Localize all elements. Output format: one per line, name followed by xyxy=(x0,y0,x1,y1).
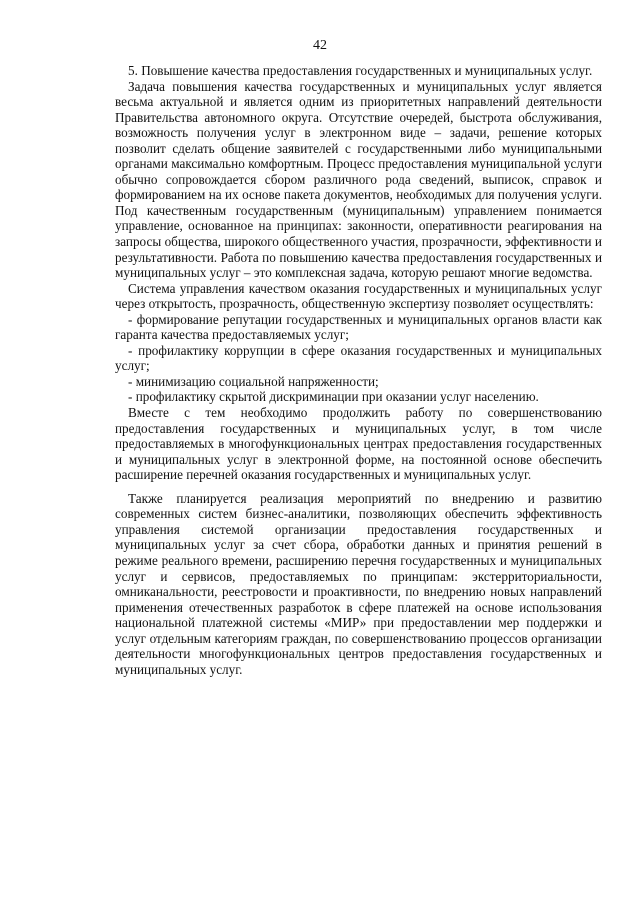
paragraph-continue: Вместе с тем необходимо продолжить работу по совершенствованию предоставления государственных и муниципальных услуг, в том числе предоставляемых в многофункциональных центрах предоставления государственных и муниципальных услуг в электронной форме, на постоянной основе обеспечить расширение перечней оказания государственных и муниципальных услуг. xyxy=(115,405,602,483)
bullet-item: - профилактику коррупции в сфере оказания государственных и муниципальных услуг; xyxy=(115,342,602,374)
bullet-item: - минимизацию социальной напряженности; xyxy=(128,373,379,389)
paragraph-planned: Также планируется реализация мероприятий по внедрению и развитию современных систем бизнес-аналитики, позволяющих обеспечить эффективность управления системой организации предоставления государственных и муниципальных услуг за счет сбора, обработки данных и принятия решений в режиме реального времени, расширению перечня государственных и муниципальных услуг и сервисов, предоставляемых по принципам: экстерриториальности, омниканальности, реестровости и проактивности, по внедрению новых направлений применения отечественных разработок в сфере платежей на основе использования национальной платежной системы «МИР» при предоставлении мер поддержки и услуг отдельным категориям граждан, по совершенствованию процессов организации деятельности многофункциональных центров предоставления государственных и муниципальных услуг. xyxy=(115,490,602,677)
document-body xyxy=(115,63,602,677)
section-heading: 5. Повышение качества предоставления государственных и муниципальных услуг. xyxy=(128,63,593,78)
paragraph-system: Система управления качеством оказания государственных и муниципальных услуг через открытость, прозрачность, общественную экспертизу позволяет осуществлять: xyxy=(115,280,602,312)
bullet-item: - профилактику скрытой дискриминации при оказании услуг населению. xyxy=(128,389,539,405)
paragraph-task: Задача повышения качества государственных и муниципальных услуг является весьма актуальной и является одним из приоритетных направлений деятельности Правительства автономного округа. Отсутствие очередей, быстрота обслуживания, возможность получения услуг в электронном виде – задачи, решение которых позволит сделать общение заявителей с государственными либо муниципальными органами максимально комфортным. Процесс предоставления муниципальной услуги обычно сопровождается сбором различного рода сведений, выписок, справок и формированием на их основе пакета документов, необходимых для получения услуги. Под качественным государственным (муниципальным) управлением понимается управление, основанное на принципах: законности, оперативности реагирования на запросы общества, широкого общественного участия, прозрачности, эффективности и результативности. Работа по повышению качества предоставления государственных и муниципальных услуг – это комплексная задача, которую решают многие ведомства. xyxy=(115,78,602,281)
page-number: 42 xyxy=(313,38,327,53)
bullet-item: - формирование репутации государственных и муниципальных органов власти как гаранта качества предоставляемых услуг; xyxy=(115,311,602,343)
